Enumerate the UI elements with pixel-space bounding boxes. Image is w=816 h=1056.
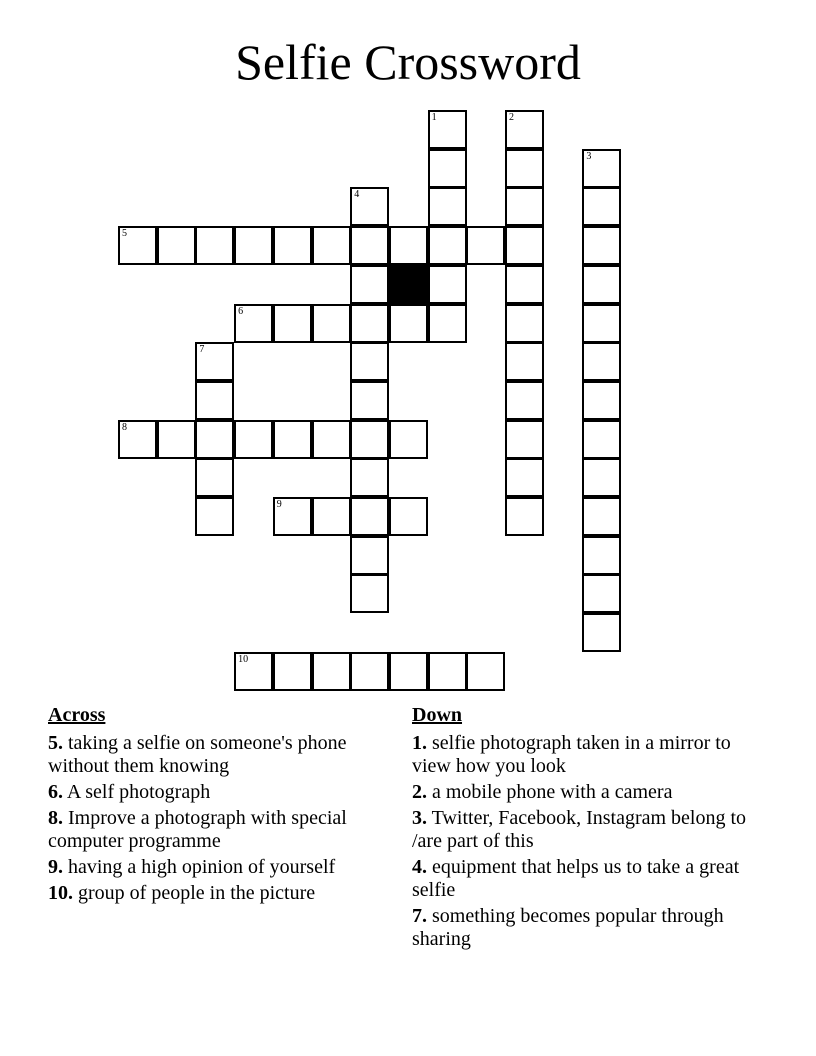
grid-cell[interactable] <box>582 420 621 459</box>
grid-cell[interactable] <box>389 304 428 343</box>
grid-cell[interactable] <box>350 226 389 265</box>
grid-cell[interactable] <box>505 149 544 188</box>
grid-cell[interactable] <box>428 110 467 149</box>
grid-cell[interactable] <box>389 420 428 459</box>
cell-number: 9 <box>276 499 282 510</box>
grid-cell[interactable] <box>505 304 544 343</box>
clue-text: Twitter, Facebook, Instagram belong to /are part of this <box>412 807 747 852</box>
grid-cell[interactable] <box>505 226 544 265</box>
down-heading: Down <box>412 704 463 726</box>
grid-cell[interactable] <box>428 265 467 304</box>
clue-number: 9. <box>48 856 63 878</box>
grid-cell[interactable] <box>505 420 544 459</box>
grid-cell[interactable] <box>234 652 273 691</box>
grid-cell[interactable] <box>195 458 234 497</box>
grid-cell[interactable] <box>157 420 196 459</box>
clue-text: something becomes popular through sharing <box>412 905 724 950</box>
grid-cell[interactable] <box>273 226 312 265</box>
grid-cell[interactable] <box>312 652 351 691</box>
grid-cell[interactable] <box>234 304 273 343</box>
grid-cell[interactable] <box>582 149 621 188</box>
clue-text: equipment that helps us to take a great selfie <box>412 856 740 901</box>
grid-cell[interactable] <box>350 458 389 497</box>
cell-number: 3 <box>586 150 592 162</box>
clue-down-2 <box>412 781 752 804</box>
grid-cell[interactable] <box>428 187 467 226</box>
grid-cell[interactable] <box>273 420 312 459</box>
clue-text: taking a selfie on someone's phone without them knowing <box>48 732 347 777</box>
clue-across-5 <box>48 732 388 778</box>
grid-cell[interactable] <box>505 110 544 149</box>
grid-block <box>389 265 428 304</box>
grid-cell[interactable] <box>157 226 196 265</box>
grid-cell[interactable] <box>350 420 389 459</box>
grid-cell[interactable] <box>312 497 351 536</box>
clue-text: a mobile phone with a camera <box>427 781 673 803</box>
clue-down-7 <box>412 905 752 951</box>
grid-cell[interactable] <box>118 420 157 459</box>
clue-number: 2. <box>412 781 427 803</box>
clue-number: 10. <box>48 882 73 904</box>
clue-down-4 <box>412 856 752 902</box>
down-clues <box>412 704 752 954</box>
grid-cell[interactable] <box>234 226 273 265</box>
clue-number: 1. <box>412 732 427 754</box>
grid-cell[interactable] <box>350 652 389 691</box>
clue-down-3 <box>412 807 752 853</box>
grid-cell[interactable] <box>582 536 621 575</box>
clue-number: 6. <box>48 781 63 803</box>
clue-text: having a high opinion of yourself <box>63 856 336 878</box>
clue-number: 8. <box>48 807 63 829</box>
grid-cell[interactable] <box>195 342 234 381</box>
grid-cell[interactable] <box>505 342 544 381</box>
page-title: Selfie Crossword <box>235 34 581 90</box>
clue-across-6 <box>48 781 388 804</box>
grid-cell[interactable] <box>428 149 467 188</box>
cell-number: 4 <box>354 189 360 201</box>
cell-number: 2 <box>509 112 514 123</box>
grid-cell[interactable] <box>582 381 621 420</box>
clue-text: selfie photograph taken in a mirror to view how you look <box>412 732 731 777</box>
grid-cell[interactable] <box>505 265 544 304</box>
cell-number: 7 <box>199 344 205 356</box>
grid-cell[interactable] <box>350 265 389 304</box>
grid-cell[interactable] <box>582 497 621 536</box>
across-heading: Across <box>48 704 106 726</box>
cell-number: 5 <box>122 228 127 240</box>
grid-cell[interactable] <box>195 226 234 265</box>
grid-cell[interactable] <box>273 304 312 343</box>
grid-cell[interactable] <box>350 304 389 343</box>
grid-cell[interactable] <box>195 420 234 459</box>
cell-number: 1 <box>431 112 437 123</box>
grid-cell[interactable] <box>582 187 621 226</box>
grid-cell[interactable] <box>582 574 621 613</box>
grid-cell[interactable] <box>118 226 157 265</box>
grid-cell[interactable] <box>428 304 467 343</box>
grid-cell[interactable] <box>582 304 621 343</box>
clue-across-10 <box>48 882 388 905</box>
grid-cell[interactable] <box>582 226 621 265</box>
clue-number: 5. <box>48 732 63 754</box>
grid-cell[interactable] <box>350 574 389 613</box>
clue-text: A self photograph <box>63 781 211 803</box>
grid-cell[interactable] <box>428 226 467 265</box>
grid-cell[interactable] <box>312 420 351 459</box>
grid-cell[interactable] <box>505 497 544 536</box>
grid-cell[interactable] <box>350 187 389 226</box>
clue-number: 3. <box>412 807 427 829</box>
grid-cell[interactable] <box>312 304 351 343</box>
grid-cell[interactable] <box>195 497 234 536</box>
grid-cell[interactable] <box>389 226 428 265</box>
grid-cell[interactable] <box>582 613 621 652</box>
grid-cell[interactable] <box>350 381 389 420</box>
clue-across-9 <box>48 856 388 879</box>
cell-number: 6 <box>238 305 244 317</box>
clue-number: 4. <box>412 856 427 878</box>
grid-cell[interactable] <box>582 342 621 381</box>
grid-cell[interactable] <box>350 497 389 536</box>
grid-cell[interactable] <box>582 265 621 304</box>
cell-number: 10 <box>238 653 249 665</box>
grid-cell[interactable] <box>505 381 544 420</box>
grid-cell[interactable] <box>350 342 389 381</box>
grid-cell[interactable] <box>466 226 505 265</box>
clue-across-8 <box>48 807 388 853</box>
grid-cell[interactable] <box>582 458 621 497</box>
grid-cell[interactable] <box>273 652 312 691</box>
clue-down-1 <box>412 732 752 778</box>
grid-cell[interactable] <box>389 497 428 536</box>
grid-cell[interactable] <box>273 497 312 536</box>
grid-cell[interactable] <box>195 381 234 420</box>
grid-cell[interactable] <box>389 652 428 691</box>
across-clues <box>48 704 388 908</box>
grid-cell[interactable] <box>466 652 505 691</box>
grid-cell[interactable] <box>505 187 544 226</box>
cell-number: 8 <box>122 421 127 433</box>
clue-text: Improve a photograph with special computer programme <box>48 807 347 852</box>
grid-cell[interactable] <box>234 420 273 459</box>
grid-cell[interactable] <box>312 226 351 265</box>
clue-number: 7. <box>412 905 427 927</box>
clue-text: group of people in the picture <box>73 882 316 904</box>
grid-cell[interactable] <box>350 536 389 575</box>
grid-cell[interactable] <box>505 458 544 497</box>
grid-cell[interactable] <box>428 652 467 691</box>
